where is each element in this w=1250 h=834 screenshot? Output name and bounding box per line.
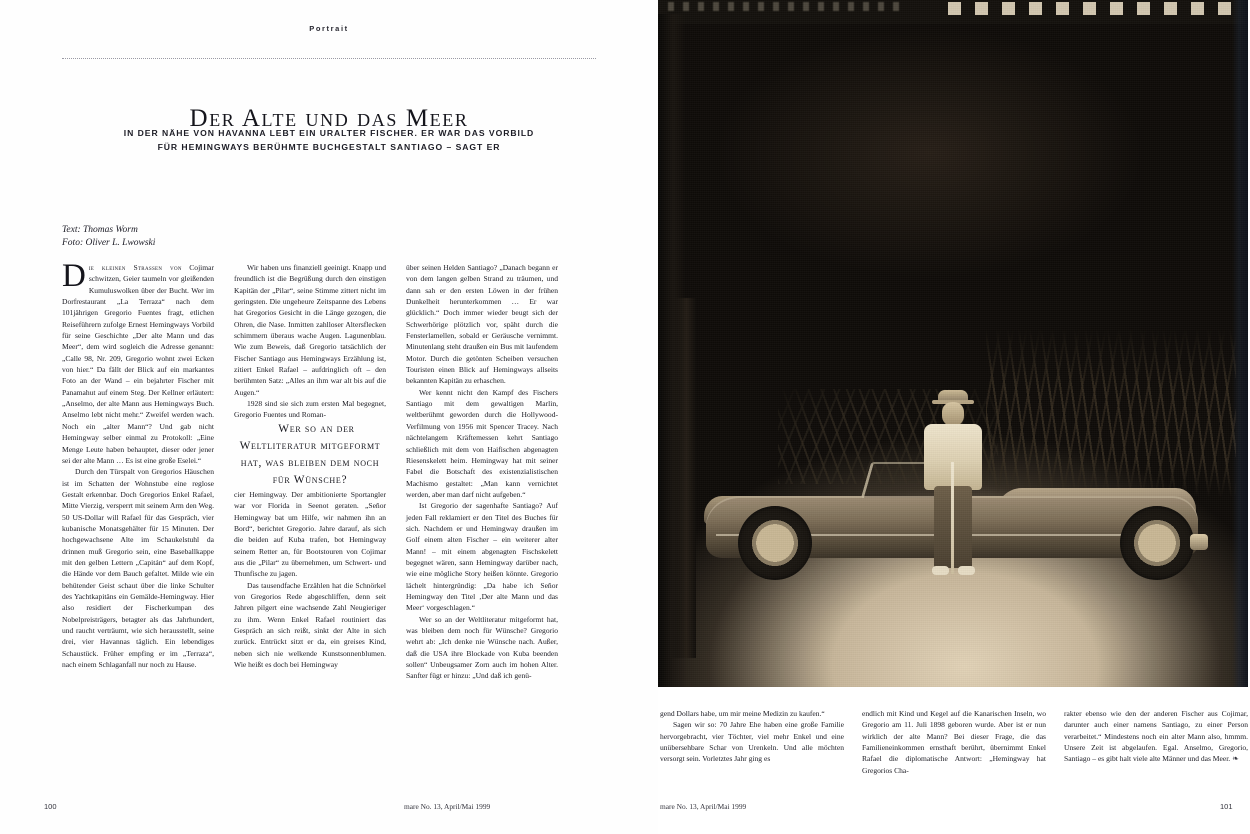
paragraph: Wer kennt nicht den Kampf des Fischers Santiago mit dem gewaltigen Marlin, weltberühmt geworden durch die Hollywood-Verfilmung von 1956 mit Spencer Tracey. Nach nächtelangem Kräftemessen kehrt Santiago schließlich mit dem von Haifischen abgenagten Riesenskelett heim. Hemingway hat mit seiner Fabel die Botschaft des existenzialistischen Machismo gestaltet: „Man kann vernichtet werden, aber man darf nicht aufgeben.“: [406, 387, 558, 499]
deck-line-2: FÜR HEMINGWAYS BERÜHMTE BUCHGESTALT SANTIAGO – SAGT ER: [157, 142, 501, 152]
byline-credits: [62, 224, 155, 249]
photo-bottom-edge: [658, 687, 1248, 694]
column-5: [862, 708, 1046, 786]
pull-quote: Wer so an der Weltliteratur mitgeformt hat, was bleiben dem noch für Wünsche?: [239, 422, 381, 486]
issue-imprint-right: mare No. 13, April/Mai 1999: [660, 802, 747, 811]
folio-page-number-right: 101: [1220, 802, 1233, 811]
header-dotted-rule: [62, 58, 596, 59]
shoe-right: [958, 566, 975, 575]
right-page-columns: [660, 708, 1248, 786]
column-2: [234, 262, 386, 784]
issue-imprint-left: mare No. 13, April/Mai 1999: [404, 802, 491, 811]
film-edge-top: [658, 0, 1248, 24]
walking-cane: [951, 462, 954, 574]
paragraph: [1064, 708, 1248, 765]
car-wheel-front: [1120, 506, 1194, 580]
left-page-columns: [62, 258, 558, 784]
article-deck: [90, 126, 568, 154]
column-6: [1064, 708, 1248, 786]
paragraph: 1928 sind sie sich zum ersten Mal begegnet, Gregorio Fuentes und Roman-: [234, 399, 386, 420]
credit-photographer: Foto: Oliver L. Lwowski: [62, 237, 156, 248]
lead-small-caps: ie kleinen Strassen von: [88, 263, 182, 272]
paragraph: endlich mit Kind und Kegel auf die Kanarischen Inseln, wo Gregorio am 11. Juli 1898 geboren wurde. Aber ist er nun wirklich der alte Mann? Bei dieser Frage, die das Familieneinkommen ernsthaft berührt, übernimmt Enkel Rafael die diplomatische Antwort: „Hemingway hat Gregorios Cha-: [862, 709, 1046, 775]
film-smudge: [668, 2, 908, 11]
car-wheel-rear: [738, 506, 812, 580]
paragraph: Wer so an der Weltliteratur mitgeformt hat, was bleiben dem noch für Wünsche? Gregorio wehrt ab: „Ich denke nie Wünsche nach. Außer, daß die USA ihre Blockade von Kuba beenden sollen“ Unbeugsamer Zorn auch im hohen Alter. Sanfter fügt er hinzu: „Und daß ich genü-: [406, 614, 558, 681]
photograph: [658, 0, 1248, 694]
column-4: [660, 708, 844, 786]
page-title: Der Alte und das Meer: [189, 104, 469, 132]
deck-line-1: IN DER NÄHE VON HAVANNA LEBT EIN URALTER FISCHER. ER WAR DAS VORBILD: [123, 128, 535, 138]
film-edge-right: [1232, 0, 1248, 694]
paragraph: Wir haben uns finanziell geeinigt. Knapp und freundlich ist die Begrüßung durch den einstigen Kapitän der „Pilar“, seine Stimme zittert nicht im geringsten. Die ungeheure Zeitspanne des Lebens hat Gregorios Gesicht in die Länge gezogen, die Ohren, die Nase. Inmitten zahlloser Altersflecken schimmern überaus wache Augen. Lagunenblau. Wie zum Beweis, daß Gregorio tatsächlich der Fischer Santiago aus Hemingways Erzählung ist, zitiert Enkel Rafael – aufdringlich oft – den berühmten Satz: „Alles an ihm war alt bis auf die Augen.“: [234, 263, 386, 397]
paragraph: Durch den Türspalt von Gregorios Häuschen ist im Schatten der Wohnstube eine reglose Gestalt erkennbar. Doch Gregorios Enkel Rafael, Mitte Vierzig, versperrt mit seinem Arm den Weg. 50 US-Dollar will Rafael für das Gespräch, vier kubanische Monatsgehälter für 15 Minuten. Der hochgewachsene Alte im Schaukelstuhl da drinnen muß Gregorio sein, eine Baseballkappe mit den gelben Lettern „Capitán“ auf dem Kopf, die Hände vor dem Bauch gefaltet. Milde wie ein behütender Geist schaut über die linke Schulter des Yachtkapitäns ein Gemälde-Hemingway. Hier also residiert der Fischerkumpan des Nobelpreisträgers, betagter als das Jahrhundert, und raucht verträumt, wie sich herausstellt, seine drei, vier Havannas täglich. Ein lebendiges Schaustück. Früher empfing er im „Terraza“, nach einem Schlaganfall nur noch zu Hause.: [62, 467, 214, 670]
paragraph: Das tausendfache Erzählen hat die Schnörkel von Gregorios Rede abgeschliffen, denn seit Jahren pilgert eine wachsende Zahl Neugieriger zu ihm. Wenn Enkel Rafael routiniert das Gespräch an sich reißt, sinkt der Alte in sich zurück. Entrückt sitzt er da, ein greises Kind, neben sich nie welkende Kunstsonnenblumen. Wie heißt es doch bei Hemingway: [234, 580, 386, 669]
end-mark-icon: ❧: [1232, 754, 1239, 764]
film-sprocket-holes: [948, 2, 1242, 15]
paragraph: gend Dollars habe, um mir meine Medizin zu kaufen.“: [660, 709, 825, 718]
old-fisherman-figure: [920, 390, 986, 586]
drop-cap: D: [62, 258, 86, 294]
shoe-left: [932, 566, 949, 575]
head: [942, 402, 964, 426]
paragraph: über seinen Helden Santiago? „Danach begann er von dem langen gelben Strand zu träumen, und dann sah er den ersten Löwen in der frühen Dunkelheit herunterkommen … Er war glücklich.“ Doch immer wieder beugt sich der Schwerhörige plötzlich vor, späht durch die Fensterlamellen, sobald er Geräusche vernimmt. Minutenlang steht draußen ein Bus mit laufendem Motor. Durch die getönten Scheiben versuchen Touristen einen Blick auf Hemingways allseits bekannten Kapitän zu erhaschen.: [406, 263, 558, 386]
paragraph: cier Hemingway. Der ambitionierte Sportangler war vor Florida in Seenot geraten. „Señor Hemingway bat um Hilfe, wir nahmen ihn an Bord“, berichtet Gregorio. Jahre darauf, als sich die beiden auf Kuba trafen, bot Hemingway seinem Retter an, für Bootstouren von Cojimar aus die „Pilar“ zu übernehmen, um Schwert- und Thunfische zu jagen.: [234, 489, 386, 579]
column-3: [406, 262, 558, 784]
paragraph-text: Cojimar schwitzen, Geier taumeln vor gleißenden Kumuluswolken über der Bucht. Wer im Dorfrestaurant „La Terraza“ nach dem 101jährigen Gregorio Fuentes fragt, etlichen Reiseführern zufolge Ernest Hemingways Vorbild für seine Geschichte „Der alte Mann und das Meer“, dem wird sogleich die Adresse genannt: „Calle 98, Nr. 209, Gregorio wohnt zwei Ecken von hier.“ Da fällt der Blick auf ein markantes Foto an der Wand – ein bejahrter Fischer mit Panamahut auf einem Steg. Der Kellner erläutert: „Anselmo, der alte Mann aus Hemingways Buch. Anselmo lebt nicht mehr.“ Zweifel werden wach. Noch ein „alter Mann“? Und gab nicht Hemingway selber einmal zu Protokoll: „Eine Menge Leute haben behauptet, dieser oder jener sei der alte Mann … Es ist eine große Eselei.“: [62, 263, 214, 465]
running-head-portrait: Portrait: [309, 24, 349, 33]
film-edge-left: [658, 14, 686, 694]
paragraph-text: rakter ebenso wie den der anderen Fischer aus Cojimar, darunter auch einer namens Santiago, zu einer Person verarbeitet.“ Mindestens noch ein alter Mann also, hmmm. Unsere Zeit ist abgelaufen. Egal. Anselmo, Gregorio, Santiago – es gibt halt viele alte Männer und das Meer.: [1064, 709, 1248, 764]
paragraph: [62, 258, 214, 466]
car-bumper: [1190, 534, 1208, 550]
right-page: [658, 0, 1250, 834]
paragraph: Ist Gregorio der sagenhafte Santiago? Auf jeden Fall reklamiert er den Titel des Buches für sich. Nachdem er und Hemingway draußen im Golf einem alten Fischer – ein weiterer alter Mann! – mit einem abgenagten Fischskelett begegnet wären, sann Hemingway darüber nach, wie eine mögliche Story heißen könnte. Gregorio lächelt hintergründig: „Da habe ich Señor Hemingway den Titel ‚Der alte Mann und das Meer‘ vorgeschlagen.“: [406, 501, 558, 613]
folio-page-number-left: 100: [44, 802, 57, 811]
paragraph: Sagen wir so: 70 Jahre Ehe haben eine große Familie hervorgebracht, vier Töchter, viel mehr Enkel und eine unübersehbare Schar von Urenkeln. Und alle möchten versorgt sein. Vorletztes Jahr ging es: [660, 720, 844, 764]
column-1: [62, 258, 214, 784]
credit-author: Text: Thomas Worm: [62, 225, 138, 235]
